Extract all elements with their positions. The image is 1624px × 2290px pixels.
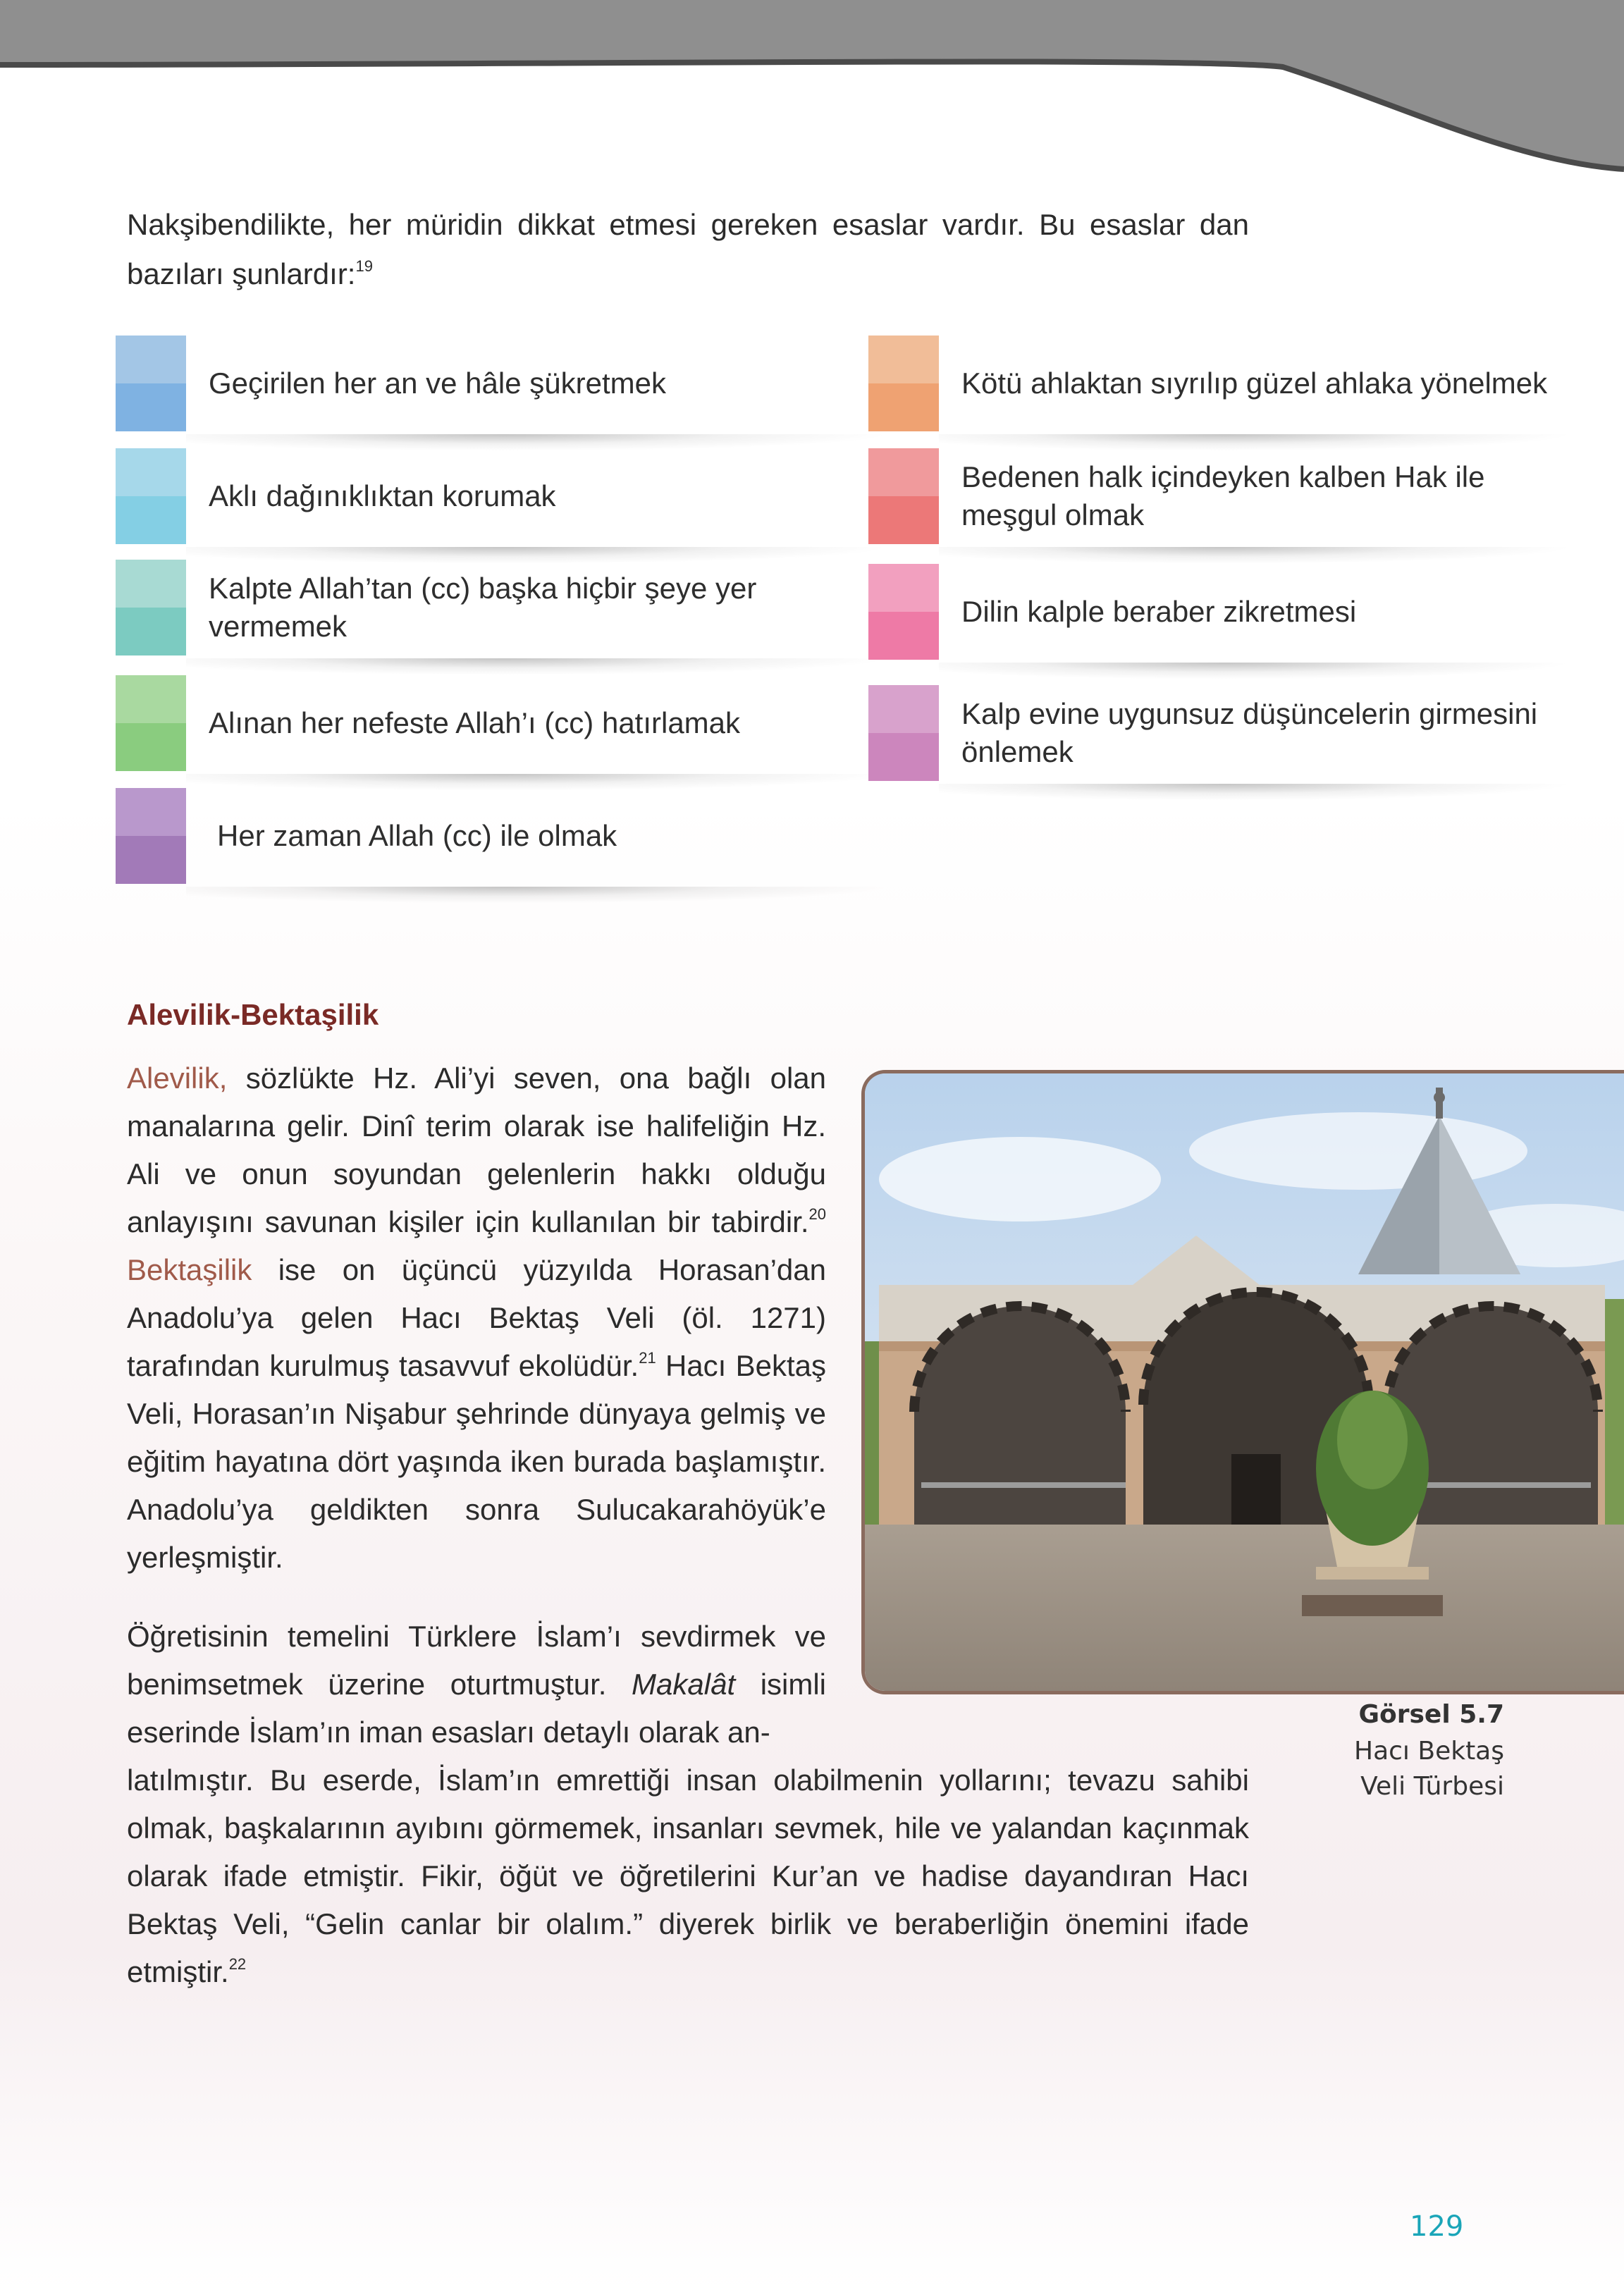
principle-label: Dilin kalple beraber zikretmesi: [961, 595, 1357, 628]
footnote-ref: 20: [808, 1205, 826, 1223]
figure-caption: Hacı Bektaş Veli Türbesi: [1354, 1737, 1504, 1801]
header-band: [0, 0, 1624, 183]
color-swatch: [868, 336, 939, 431]
figure-label: Görsel 5.7: [1358, 1700, 1504, 1729]
shrine-photo: [861, 1070, 1624, 1694]
principle-label: Alınan her nefeste Allah’ı (cc) hatırlamak: [209, 706, 741, 739]
shadow-divider: [939, 547, 1573, 564]
shrine-illustration: [865, 1073, 1624, 1691]
principle-item: [116, 675, 891, 771]
color-swatch: [868, 448, 939, 544]
book-title: Makalât: [632, 1668, 736, 1701]
principle-label: Kötü ahlaktan sıyrılıp güzel ahlaka yönelmek: [961, 367, 1548, 400]
color-swatch: [868, 685, 939, 781]
principle-item: [868, 336, 1573, 431]
paragraph-alevilik: Alevilik, sözlükte Hz. Ali’yi seven, ona bağlı olan manalarına gelir. Dinî terim olarak ise halifeliğin Hz. Ali ve onun soyundan gelenlerin hakkı olduğu anlayışını savunan kişiler için kullanılan bir tabirdir.$^{20}$ Bektaşilik ise on üçüncü yüzyılda Horasan’dan Anadolu’ya gelen Hacı Bektaş Veli (öl. 1271) tarafından kurulmuş tasavvuf ekolüdür.$^{21}$ Hacı Bektaş Veli, Horasan’ın Nişabur şehrinde dünyaya gelmiş ve eğitim hayatına dört yaşında iken burada başlamıştır. Anadolu’ya geldikten sonra Sulucakarahöyük’e yerleşmiştir.: [127, 1061, 826, 1574]
color-swatch: [116, 675, 186, 771]
principle-item: [868, 685, 1573, 781]
principle-item: [868, 448, 1573, 544]
principle-item: [116, 336, 891, 431]
principle-label: Her zaman Allah (cc) ile olmak: [217, 819, 617, 852]
principle-label: Bedenen halk içindeyken kalben Hak ile meşgul olmak: [961, 460, 1485, 531]
shadow-divider: [186, 887, 891, 904]
shadow-divider: [939, 784, 1573, 801]
term-alevilik: Alevilik,: [127, 1061, 228, 1095]
footnote-ref: 21: [639, 1349, 656, 1367]
page-number: 129: [1410, 2210, 1464, 2243]
principle-label: Kalpte Allah’tan (cc) başka hiçbir şeye yer vermemek: [209, 572, 757, 643]
principle-label: Geçirilen her an ve hâle şükretmek: [209, 367, 666, 400]
principle-item: [868, 564, 1573, 660]
footnote-ref: 19: [355, 257, 373, 275]
shadow-divider: [939, 663, 1573, 679]
principle-item: [116, 788, 891, 884]
term-bektasilik: Bektaşilik: [127, 1253, 252, 1286]
section-title: Alevilik-Bektaşilik: [127, 998, 379, 1031]
paragraph-ogreti: Öğretisinin temelini Türklere İslam’ı sevdirmek ve benimsetmek üzerine oturtmuştur. Makalât isimli eserinde İslam’ın iman esasları detaylı olarak an-: [127, 1620, 827, 1749]
color-swatch: [116, 560, 186, 655]
color-swatch: [868, 564, 939, 660]
paragraph-continuation: latılmıştır. Bu eserde, İslam’ın emrettiği insan olabilmenin yollarını; tevazu sahibi olmak, başkalarının ayıbını görmemek, insanları sevmek, hile ve yalandan kaçınmak olarak ifade etmiştir. Fikir, öğüt ve öğretilerini Kur’an ve hadise dayandıran Hacı Bektaş Veli, “Gelin canlar bir olalım.” diyerek birlik ve beraberliğin önemini ifade etmiştir.$^{22}$: [127, 1763, 1249, 1988]
principle-item: [116, 560, 891, 655]
principle-label: Kalp evine uygunsuz düşüncelerin girmesini önlemek: [961, 697, 1538, 768]
color-swatch: [116, 448, 186, 544]
footnote-ref: 22: [228, 1955, 247, 1973]
color-swatch: [116, 788, 186, 884]
shadow-divider: [186, 658, 891, 675]
principle-item: [116, 448, 891, 544]
principle-label: Aklı dağınıklıktan korumak: [209, 479, 556, 512]
intro-paragraph: Nakşibendilikte, her müridin dikkat etmesi gereken esaslar vardır. Bu esaslar dan bazıları şunlardır:$^{19}$: [127, 208, 1249, 290]
color-swatch: [116, 336, 186, 431]
